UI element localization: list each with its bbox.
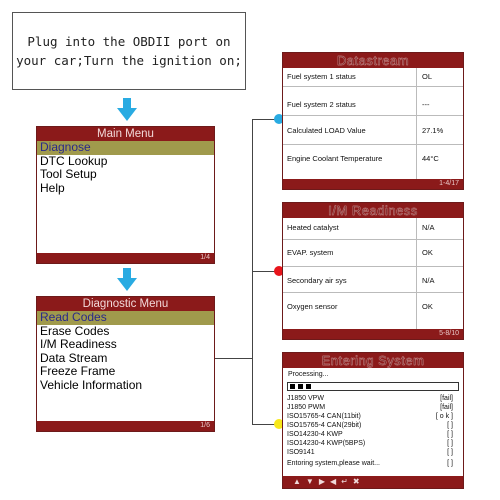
list-item (287, 404, 459, 413)
protocol-name: ISO15765-4 CAN(29bit) (287, 422, 362, 429)
exit-icon[interactable]: ✖ (352, 477, 365, 486)
protocol-name: ISO9141 (287, 449, 315, 456)
down-arrow-icon (117, 268, 137, 292)
im-readiness-title: I/M Readiness (283, 203, 463, 218)
waiting-text: Entoring system,please wait... (287, 460, 380, 467)
entering-system-panel (282, 352, 464, 489)
list-item (287, 431, 459, 440)
row-value: N/A (422, 276, 435, 285)
processing-text: Processing... (288, 371, 329, 378)
row-label: Engine Coolant Temperature (287, 154, 383, 163)
enter-icon[interactable]: ↵ (341, 477, 353, 486)
main-menu-list (37, 141, 214, 195)
menu-item-diagnose[interactable]: Diagnose (37, 141, 214, 155)
datastream-panel (282, 52, 464, 190)
datastream-title: Datastream (283, 53, 463, 68)
row-label: Oxygen sensor (287, 302, 338, 311)
instruction-line-2: your car;Turn the ignition on; (16, 53, 242, 68)
list-item (287, 413, 459, 422)
entering-system-title: Entering System (283, 353, 463, 368)
list-item (287, 460, 459, 469)
down-arrow-icon (117, 98, 137, 122)
diagnostic-menu-screen (36, 296, 215, 432)
protocol-name: J1850 PWM (287, 404, 326, 411)
main-menu-page: 1/4 (37, 253, 214, 263)
protocol-status: [ ] (447, 449, 453, 456)
right-icon[interactable]: ▶ (318, 477, 330, 486)
protocol-name: ISO14230-4 KWP(5BPS) (287, 440, 366, 447)
waiting-status: [ ] (447, 460, 453, 467)
row-value: --- (422, 100, 430, 109)
protocol-name: ISO14230-4 KWP (287, 431, 343, 438)
list-item (287, 422, 459, 431)
left-icon[interactable]: ◀ (330, 477, 342, 486)
row-value: OL (422, 72, 433, 81)
instruction-box (12, 12, 246, 90)
down-icon[interactable]: ▼ (305, 477, 319, 486)
datastream-page: 1-4/17 (283, 179, 463, 189)
nav-bar (283, 476, 463, 488)
menu-item-read-codes[interactable]: Read Codes (37, 311, 214, 325)
protocol-status: [fail] (440, 404, 453, 411)
menu-item-tool-setup[interactable]: Tool Setup (40, 167, 97, 181)
protocol-status: [ ] (447, 422, 453, 429)
up-icon[interactable]: ▲ (293, 477, 306, 486)
main-menu-title: Main Menu (37, 127, 214, 141)
diagnostic-menu-title: Diagnostic Menu (37, 297, 214, 311)
protocol-name: J1850 VPW (287, 395, 324, 402)
menu-item-freeze-frame[interactable]: Freeze Frame (40, 364, 116, 378)
row-label: EVAP. system (287, 248, 334, 257)
row-value: N/A (422, 223, 435, 232)
menu-item-dtc-lookup[interactable]: DTC Lookup (40, 153, 108, 168)
list-item (287, 440, 459, 449)
instruction-line-1: Plug into the OBDII port on (27, 34, 231, 49)
list-item (287, 449, 459, 458)
row-value: 27.1% (422, 126, 444, 135)
menu-item-vehicle-information[interactable]: Vehicle Information (40, 377, 143, 392)
row-label: Fuel system 2 status (287, 100, 356, 109)
protocol-status: [ o k ] (435, 413, 453, 420)
row-value: OK (422, 248, 433, 257)
row-label: Calculated LOAD Value (287, 126, 366, 135)
row-label: Heated catalyst (287, 223, 339, 232)
im-readiness-page: 5-8/10 (283, 329, 463, 339)
progress-bar (287, 382, 459, 391)
row-label: Secondary air sys (287, 276, 347, 285)
menu-item-im-readiness[interactable]: I/M Readiness (40, 337, 117, 351)
row-label: Fuel system 1 status (287, 72, 356, 81)
protocol-status: [ ] (447, 431, 453, 438)
protocol-status: [fail] (440, 395, 453, 402)
protocol-name: ISO15765-4 CAN(11bit) (287, 413, 361, 420)
connector-line (215, 358, 253, 359)
im-readiness-panel (282, 202, 464, 340)
menu-item-data-stream[interactable]: Data Stream (40, 350, 108, 365)
row-value: 44°C (422, 154, 439, 163)
diagnostic-menu-page: 1/6 (37, 421, 214, 431)
diagnostic-menu-list (37, 311, 214, 392)
row-value: OK (422, 302, 433, 311)
protocol-status: [ ] (447, 440, 453, 447)
menu-item-erase-codes[interactable]: Erase Codes (40, 323, 110, 338)
main-menu-screen (36, 126, 215, 264)
menu-item-help[interactable]: Help (40, 180, 65, 195)
list-item (287, 395, 459, 404)
